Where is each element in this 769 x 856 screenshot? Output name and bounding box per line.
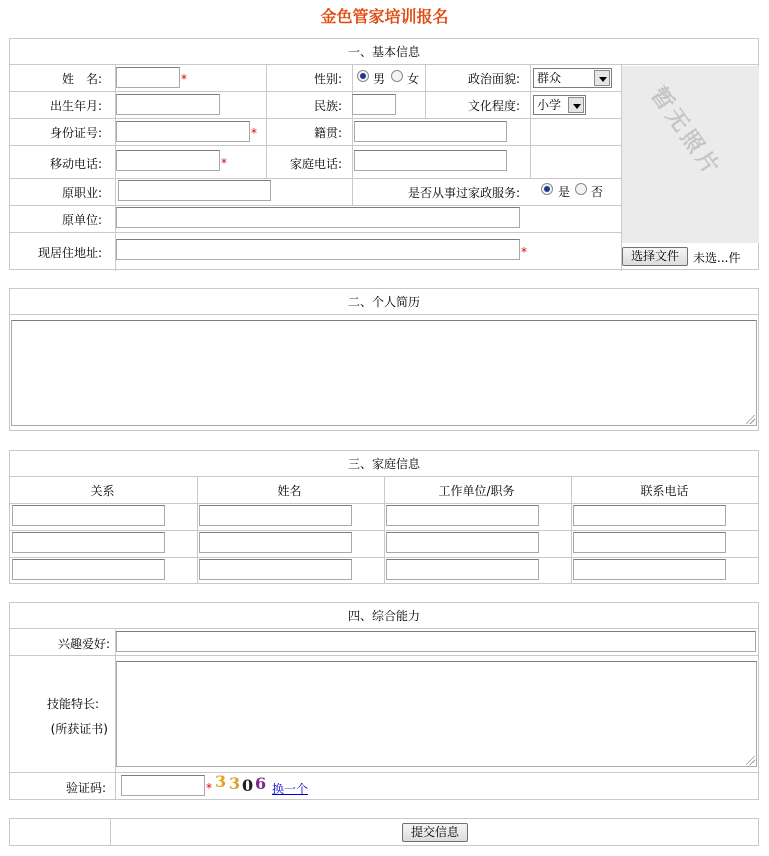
family-name-input[interactable] [199,505,352,526]
refresh-captcha-link[interactable]: 换一个 [272,782,309,796]
resume-textarea[interactable] [11,320,757,426]
hobby-input[interactable] [116,631,756,652]
captcha-digit: 3 [229,774,241,793]
political-label: 政治面貌: [467,72,520,86]
home-phone-input[interactable] [354,150,507,171]
name-label: 姓 名: [61,72,102,86]
education-value: 小学 [537,98,562,112]
photo-preview [622,66,759,243]
name-input[interactable] [116,67,180,88]
gender-male-label: 男 [373,72,386,86]
id-label: 身份证号: [49,126,102,140]
prev-employer-label: 原单位: [61,213,102,227]
resume-heading: 二、个人简历 [10,289,758,315]
native-label: 籍贯: [313,126,342,140]
family-phone-input[interactable] [573,532,726,553]
captcha-label: 验证码: [65,781,106,795]
birth-input[interactable] [116,94,220,115]
family-col-employer: 工作单位/职务 [438,484,515,498]
education-select[interactable] [533,95,586,115]
family-phone-input[interactable] [573,505,726,526]
no-file-label: 未选...件 [693,251,741,265]
housekeeping-no-label: 否 [591,185,604,199]
id-number-input[interactable] [116,121,250,142]
basic-info-heading: 一、基本信息 [10,39,758,65]
gender-female-radio[interactable] [391,70,403,82]
native-place-input[interactable] [354,121,507,142]
home-phone-label: 家庭电话: [289,157,342,171]
family-name-input[interactable] [199,559,352,580]
family-relation-input[interactable] [12,559,165,580]
birth-label: 出生年月: [49,99,102,113]
political-select[interactable] [533,68,612,88]
education-label: 文化程度: [467,99,520,113]
address-label: 现居住地址: [37,246,102,260]
family-phone-input[interactable] [573,559,726,580]
family-col-relation: 关系 [90,484,115,498]
gender-male-radio[interactable] [357,70,369,82]
chevron-down-icon[interactable] [594,70,610,86]
captcha-digit: 0 [242,776,254,795]
family-col-name: 姓名 [277,484,302,498]
submit-row [9,818,759,846]
required-mark: * [221,156,227,170]
skill-label: 技能特长: [46,697,99,711]
required-mark: * [181,72,187,86]
required-mark: * [251,126,257,140]
mobile-label: 移动电话: [49,157,102,171]
family-employer-input[interactable] [386,505,539,526]
gender-label: 性别: [313,72,342,86]
skill-textarea[interactable] [116,661,757,767]
page-title: 金色管家培训报名 [320,7,449,26]
resize-grip-icon[interactable] [746,756,755,765]
housekeeping-yes-radio[interactable] [541,183,553,195]
required-mark: * [521,245,527,259]
family-relation-input[interactable] [12,532,165,553]
housekeeping-label: 是否从事过家政服务: [407,186,520,200]
housekeeping-yes-label: 是 [558,185,571,199]
political-value: 群众 [537,71,562,85]
gender-female-label: 女 [407,72,420,86]
prev-job-input[interactable] [118,180,271,201]
family-relation-input[interactable] [12,505,165,526]
captcha-input[interactable] [121,775,205,796]
photo-placeholder-text: 暂无照片 [645,82,726,183]
housekeeping-no-radio[interactable] [575,183,587,195]
required-mark: * [206,781,212,795]
resize-grip-icon[interactable] [746,415,755,424]
ethnic-label: 民族: [313,99,342,113]
prev-employer-input[interactable] [116,207,520,228]
family-heading: 三、家庭信息 [10,451,758,477]
chevron-down-icon[interactable] [568,97,584,113]
family-name-input[interactable] [199,532,352,553]
family-employer-input[interactable] [386,532,539,553]
captcha-digit: 3 [215,772,227,791]
family-employer-input[interactable] [386,559,539,580]
submit-button[interactable]: 提交信息 [402,823,468,842]
hobby-label: 兴趣爱好: [57,637,110,651]
family-col-phone: 联系电话 [640,484,689,498]
ethnic-input[interactable] [352,94,396,115]
skill-note: (所获证书) [50,722,108,736]
address-input[interactable] [116,239,520,260]
choose-file-button[interactable]: 选择文件 [622,247,688,266]
mobile-input[interactable] [116,150,220,171]
prev-job-label: 原职业: [61,186,102,200]
captcha-digit: 6 [255,774,267,793]
ability-heading: 四、综合能力 [10,603,758,629]
